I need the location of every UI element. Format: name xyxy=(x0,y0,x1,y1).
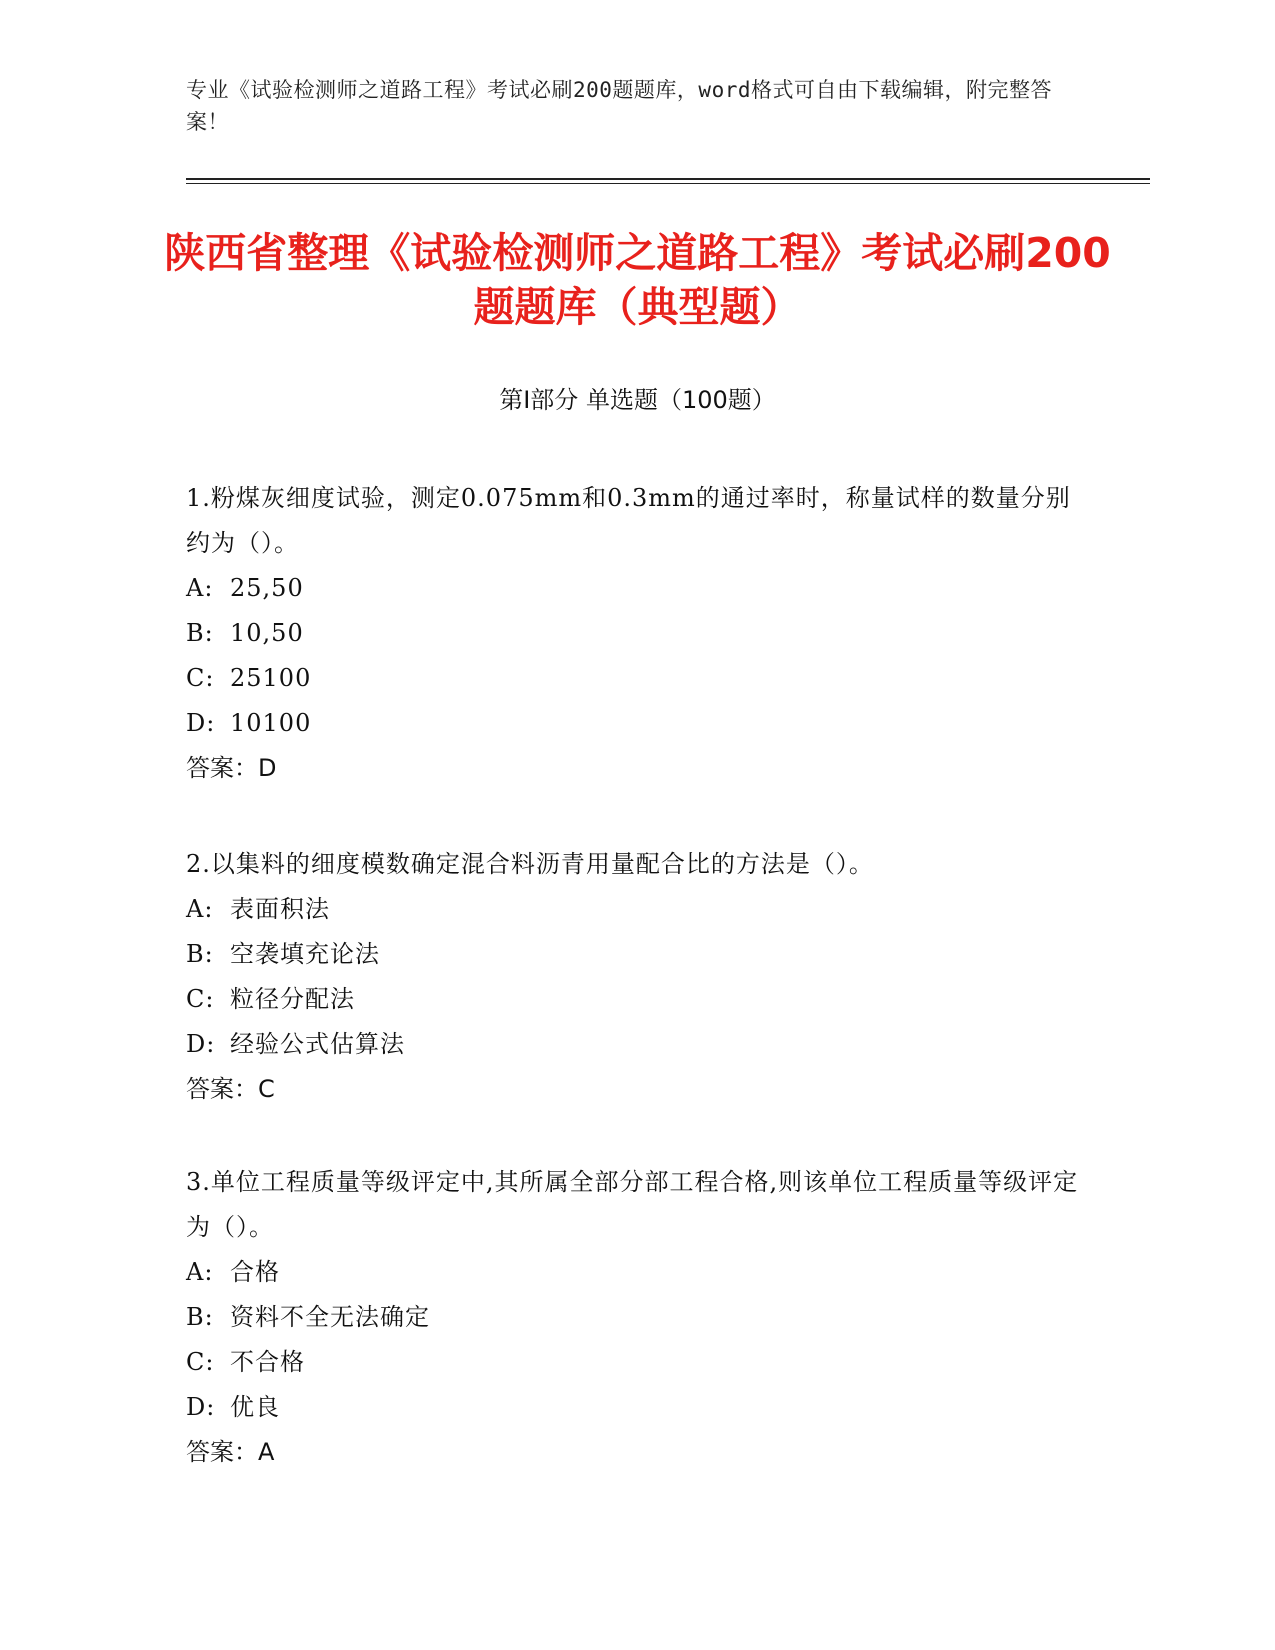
option-a xyxy=(186,887,1086,932)
option-d xyxy=(186,1022,1086,1067)
document-title: 陕西省整理《试验检测师之道路工程》考试必刷200题题库（典型题） xyxy=(164,229,1111,331)
option-letter: D: xyxy=(186,1393,216,1421)
answer: 答案：C xyxy=(186,1075,275,1103)
option-letter: A: xyxy=(186,574,214,602)
option-text: 空袭填充论法 xyxy=(230,940,380,968)
option-a xyxy=(186,1250,1086,1295)
option-d xyxy=(186,1385,1086,1430)
option-c xyxy=(186,1340,1086,1385)
section-title: 第I部分 单选题（100题） xyxy=(499,386,776,414)
option-letter: B: xyxy=(186,619,214,647)
header-note: 专业《试验检测师之道路工程》考试必刷200题题库，word格式可自由下载编辑，附完整答案！ xyxy=(186,78,1052,134)
option-letter: D: xyxy=(186,1030,216,1058)
option-letter: C: xyxy=(186,664,215,692)
option-b xyxy=(186,611,1086,656)
option-text: 优良 xyxy=(230,1393,280,1421)
option-d xyxy=(186,701,1086,746)
option-letter: C: xyxy=(186,1348,215,1376)
option-letter: B: xyxy=(186,940,214,968)
header-divider-top xyxy=(186,178,1150,180)
option-b xyxy=(186,932,1086,977)
option-a xyxy=(186,566,1086,611)
option-c xyxy=(186,656,1086,701)
question-1 xyxy=(186,476,1086,791)
option-text: 不合格 xyxy=(230,1348,305,1376)
option-c xyxy=(186,977,1086,1022)
question-stem: 2.以集料的细度模数确定混合料沥青用量配合比的方法是（）。 xyxy=(186,850,874,878)
question-2 xyxy=(186,842,1086,1112)
option-letter: A: xyxy=(186,1258,214,1286)
question-3 xyxy=(186,1160,1086,1475)
option-b xyxy=(186,1295,1086,1340)
question-stem: 3.单位工程质量等级评定中,其所属全部分部工程合格,则该单位工程质量等级评定为（）。 xyxy=(186,1168,1079,1241)
option-text: 粒径分配法 xyxy=(230,985,355,1013)
header-divider-bottom xyxy=(186,183,1150,184)
answer: 答案：A xyxy=(186,1438,275,1466)
option-letter: D: xyxy=(186,709,216,737)
option-text: 10,50 xyxy=(230,619,304,647)
answer: 答案：D xyxy=(186,754,277,782)
option-letter: A: xyxy=(186,895,214,923)
option-text: 资料不全无法确定 xyxy=(230,1303,430,1331)
option-text: 10100 xyxy=(230,709,312,737)
option-text: 经验公式估算法 xyxy=(230,1030,405,1058)
option-letter: B: xyxy=(186,1303,214,1331)
option-text: 25,50 xyxy=(230,574,304,602)
option-text: 25100 xyxy=(230,664,312,692)
question-stem: 1.粉煤灰细度试验，测定0.075mm和0.3mm的通过率时，称量试样的数量分别约为（）。 xyxy=(186,484,1071,557)
option-text: 合格 xyxy=(230,1258,280,1286)
option-letter: C: xyxy=(186,985,215,1013)
option-text: 表面积法 xyxy=(230,895,330,923)
